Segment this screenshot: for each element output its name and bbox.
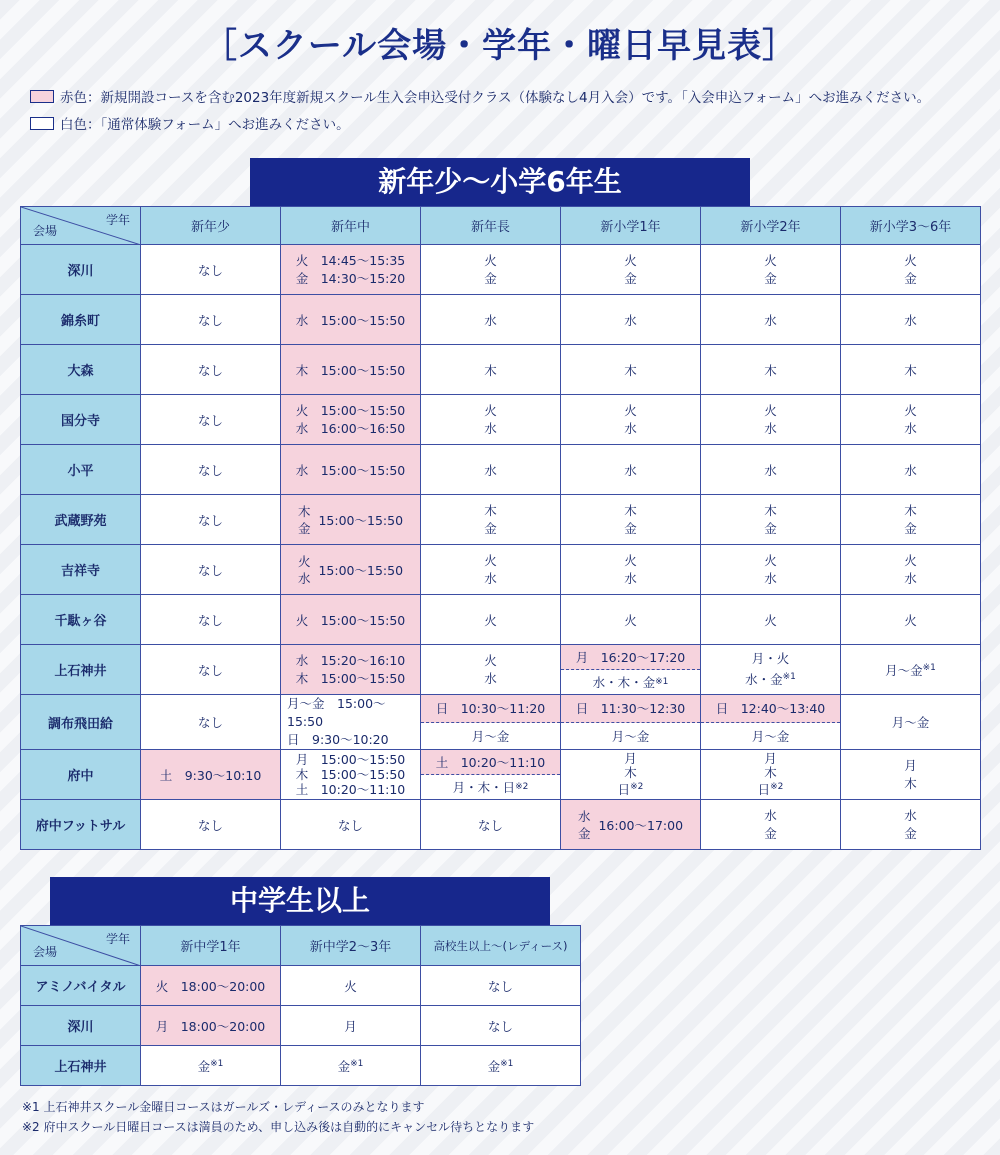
legend-pink xyxy=(30,86,930,106)
split-top: 日 12:40～13:40 xyxy=(701,695,840,723)
footnote-mark: ※2 xyxy=(515,782,529,792)
day-line: 金 xyxy=(904,520,917,536)
schedule-cell: 水 xyxy=(701,295,841,345)
white-swatch xyxy=(30,117,54,130)
time-line: 火 15:00～15:50 xyxy=(295,402,406,418)
schedule-cell xyxy=(841,645,981,695)
schedule-cell: 水 xyxy=(561,295,701,345)
day-line: 月 xyxy=(624,750,637,766)
day-line: 火 xyxy=(764,402,777,418)
venue-cell: 深川 xyxy=(21,245,141,295)
schedule-cell: 火 15:00～15:50 xyxy=(281,595,421,645)
venue-cell: 上石神井 xyxy=(21,1046,141,1086)
day-line: 日 xyxy=(757,782,771,798)
day-line: 木 xyxy=(904,775,917,791)
time-line: 火 14:45～15:35 xyxy=(295,252,406,268)
schedule-cell: 水 xyxy=(561,445,701,495)
split-bottom xyxy=(421,775,560,799)
schedule-cell: 火 xyxy=(841,595,981,645)
table-row xyxy=(21,695,981,750)
table-row xyxy=(21,395,981,445)
footnote-mark: ※1 xyxy=(922,662,936,673)
schedule-cell xyxy=(421,245,561,295)
grade-header: 新中学1年 xyxy=(141,926,281,966)
schedule-cell: 水 xyxy=(421,295,561,345)
day-line: 木 xyxy=(764,502,777,518)
split-top: 日 10:30～11:20 xyxy=(421,695,560,723)
elementary-schedule-table xyxy=(20,206,981,850)
schedule-cell: なし xyxy=(141,445,281,495)
schedule-cell: なし xyxy=(421,966,581,1006)
schedule-cell xyxy=(841,800,981,850)
table-row xyxy=(21,1046,581,1086)
schedule-cell xyxy=(561,395,701,445)
day-line: 水・木・金 xyxy=(592,675,656,690)
venue-cell: 調布飛田給 xyxy=(21,695,141,750)
day-line: 月 xyxy=(904,757,917,773)
schedule-cell: なし xyxy=(141,695,281,750)
day-line: 木 xyxy=(764,764,777,780)
schedule-cell xyxy=(281,1046,421,1086)
schedule-cell xyxy=(561,245,701,295)
day-line: 火 xyxy=(904,252,917,268)
day-line: 月～金 xyxy=(885,662,923,678)
schedule-cell: なし xyxy=(281,800,421,850)
schedule-cell: 土 9:30～10:10 xyxy=(141,750,281,800)
day-line: 火 xyxy=(904,552,917,568)
schedule-cell: なし xyxy=(141,495,281,545)
pink-swatch xyxy=(30,90,54,103)
time-line: 土 10:20～11:10 xyxy=(295,782,406,797)
schedule-cell: 火 18:00～20:00 xyxy=(141,966,281,1006)
schedule-cell xyxy=(281,695,421,750)
grade-header: 新年長 xyxy=(421,207,561,245)
time-line: 水 15:20～16:10 xyxy=(295,652,406,668)
time-line: 水 16:00～16:50 xyxy=(295,420,406,436)
schedule-cell: 水 xyxy=(841,445,981,495)
table-row xyxy=(21,1006,581,1046)
day-line: 火 xyxy=(764,252,777,268)
schedule-cell-split xyxy=(561,695,701,750)
schedule-cell: なし xyxy=(141,800,281,850)
day-line: 金 xyxy=(487,1058,501,1074)
day-line: 金 xyxy=(577,825,591,841)
split-bottom: 月～金 xyxy=(751,728,790,744)
venue-cell: 吉祥寺 xyxy=(21,545,141,595)
grade-header: 高校生以上～(レディース) xyxy=(421,926,581,966)
table-row xyxy=(21,445,981,495)
legend-pink-text: 赤色：新規開設コースを含む2023年度新規スクール生入会申込受付クラス（体験なし4月入会）です。「入会申込フォーム」へお進みください。 xyxy=(60,90,931,106)
day-line: 火 xyxy=(764,552,777,568)
schedule-cell: 水 15:00～15:50 xyxy=(281,295,421,345)
schedule-cell: 火 xyxy=(561,595,701,645)
footnote-mark: ※1 xyxy=(782,671,796,682)
footnote-2: ※2 府中スクール日曜日コースは満員のため、申し込み後は自動的にキャンセル待ちとなります xyxy=(22,1120,535,1134)
table-row xyxy=(21,645,981,695)
schedule-cell: 木 xyxy=(561,345,701,395)
grade-header: 新中学2～3年 xyxy=(281,926,421,966)
day-line: 水 xyxy=(904,570,917,586)
schedule-cell xyxy=(701,750,841,800)
venue-cell: 国分寺 xyxy=(21,395,141,445)
schedule-cell xyxy=(841,245,981,295)
time-line: 金 14:30～15:20 xyxy=(295,270,406,286)
corner-grade-label: 学年 xyxy=(105,213,130,227)
schedule-cell xyxy=(421,395,561,445)
schedule-cell: 火 xyxy=(701,595,841,645)
schedule-cell xyxy=(701,245,841,295)
day-line: 金 xyxy=(624,270,637,286)
venue-cell: 大森 xyxy=(21,345,141,395)
schedule-cell: 火 xyxy=(281,966,421,1006)
venue-cell: 小平 xyxy=(21,445,141,495)
day-line: 水 xyxy=(484,670,497,686)
schedule-cell xyxy=(841,495,981,545)
day-line: 水・金 xyxy=(745,672,783,688)
schedule-cell xyxy=(281,750,421,800)
day-line: 水 xyxy=(484,570,497,586)
table-row xyxy=(21,595,981,645)
schedule-cell-split xyxy=(421,695,561,750)
time-line: 日 9:30～10:20 xyxy=(287,732,389,747)
schedule-cell: なし xyxy=(141,645,281,695)
venue-cell: 錦糸町 xyxy=(21,295,141,345)
day-line: 水 xyxy=(904,807,917,823)
footnote-mark: ※2 xyxy=(770,781,784,792)
footnote-mark: ※1 xyxy=(210,1058,224,1069)
venue-cell: 府中 xyxy=(21,750,141,800)
venue-cell: 府中フットサル xyxy=(21,800,141,850)
grade-header: 新小学1年 xyxy=(561,207,701,245)
schedule-cell: なし xyxy=(141,345,281,395)
time-line: 木 15:00～15:50 xyxy=(295,767,406,782)
schedule-cell: 水 xyxy=(841,295,981,345)
day-line: 水 xyxy=(484,420,497,436)
schedule-cell-split xyxy=(421,750,561,800)
grade-header: 新年中 xyxy=(281,207,421,245)
time-line: 木 15:00～15:50 xyxy=(295,670,406,686)
day-line: 水 xyxy=(624,420,637,436)
day-line: 火 xyxy=(297,553,311,569)
day-line: 水 xyxy=(764,420,777,436)
venue-cell: 千駄ヶ谷 xyxy=(21,595,141,645)
day-line: 火 xyxy=(484,552,497,568)
schedule-cell: 火 xyxy=(421,595,561,645)
schedule-cell xyxy=(421,645,561,695)
day-line: 木 xyxy=(624,764,637,780)
table-row xyxy=(21,800,981,850)
day-line: 木 xyxy=(484,502,497,518)
table-row xyxy=(21,295,981,345)
schedule-cell xyxy=(561,495,701,545)
schedule-cell xyxy=(281,245,421,295)
schedule-cell xyxy=(421,1046,581,1086)
elementary-banner: 新年少～小学6年生 xyxy=(250,158,750,206)
day-line: 金 xyxy=(624,520,637,536)
day-line: 月・木・日 xyxy=(452,780,516,795)
time-line: 15:00～15:50 xyxy=(318,512,404,528)
grade-header: 新小学3～6年 xyxy=(841,207,981,245)
day-line: 金 xyxy=(197,1058,211,1074)
junior-schedule-table xyxy=(20,925,581,1086)
page-title: ［スクール会場・学年・曜日早見表］ xyxy=(202,26,798,66)
corner-venue-label: 会場 xyxy=(33,945,58,959)
schedule-cell: なし xyxy=(141,595,281,645)
table-row xyxy=(21,495,981,545)
grade-header: 新年少 xyxy=(141,207,281,245)
schedule-cell-split xyxy=(701,695,841,750)
schedule-cell xyxy=(281,645,421,695)
day-line: 水 xyxy=(297,570,311,586)
venue-cell: 上石神井 xyxy=(21,645,141,695)
schedule-cell xyxy=(561,750,701,800)
venue-cell: アミノバイタル xyxy=(21,966,141,1006)
footnote-mark: ※1 xyxy=(655,677,669,687)
day-line: 金 xyxy=(764,270,777,286)
day-line: 月 xyxy=(764,750,777,766)
legend-white xyxy=(30,113,350,133)
split-bottom xyxy=(561,670,700,694)
day-line: 火 xyxy=(624,552,637,568)
day-line: 火 xyxy=(624,252,637,268)
junior-banner: 中学生以上 xyxy=(50,877,550,925)
schedule-cell: 木 15:00～15:50 xyxy=(281,345,421,395)
day-line: 金 xyxy=(337,1058,351,1074)
schedule-cell xyxy=(841,750,981,800)
day-line: 水 xyxy=(577,808,591,824)
split-top: 月 16:20～17:20 xyxy=(561,645,700,670)
day-line: 水 xyxy=(764,807,777,823)
schedule-cell xyxy=(281,545,421,595)
schedule-cell xyxy=(281,395,421,445)
footnote-mark: ※2 xyxy=(630,781,644,792)
split-bottom: 月～金 xyxy=(611,728,650,744)
table-row xyxy=(21,545,981,595)
time-line: 15:00～15:50 xyxy=(318,562,404,578)
corner-venue-label: 会場 xyxy=(33,224,58,238)
day-line: 水 xyxy=(624,570,637,586)
day-line: 水 xyxy=(764,570,777,586)
day-line: 水 xyxy=(904,420,917,436)
footnote-mark: ※1 xyxy=(500,1058,514,1069)
schedule-cell: なし xyxy=(421,1006,581,1046)
table-row xyxy=(21,966,581,1006)
schedule-cell: 木 xyxy=(701,345,841,395)
schedule-cell-split xyxy=(561,645,701,695)
schedule-cell xyxy=(421,495,561,545)
split-bottom: 月～金 xyxy=(471,728,510,744)
schedule-cell: 月～金 xyxy=(841,695,981,750)
day-line: 木 xyxy=(297,503,311,519)
grade-header: 新小学2年 xyxy=(701,207,841,245)
table-row xyxy=(21,345,981,395)
day-line: 日 xyxy=(617,782,631,798)
corner-cell xyxy=(21,926,141,966)
time-line: 16:00～17:00 xyxy=(598,817,684,833)
schedule-cell xyxy=(281,495,421,545)
corner-cell xyxy=(21,207,141,245)
day-line: 金 xyxy=(764,825,777,841)
schedule-cell: 木 xyxy=(421,345,561,395)
legend-white-text: 白色：「通常体験フォーム」へお進みください。 xyxy=(60,117,350,133)
day-line: 金 xyxy=(484,520,497,536)
day-line: 月・火 xyxy=(751,650,790,666)
time-line: 月～金 15:00～15:50 xyxy=(287,696,386,729)
schedule-cell: なし xyxy=(141,295,281,345)
schedule-cell xyxy=(701,395,841,445)
schedule-cell xyxy=(701,495,841,545)
footnote-mark: ※1 xyxy=(350,1058,364,1069)
day-line: 金 xyxy=(297,520,311,536)
schedule-cell xyxy=(841,545,981,595)
schedule-cell xyxy=(701,645,841,695)
day-line: 金 xyxy=(484,270,497,286)
schedule-cell: 月 xyxy=(281,1006,421,1046)
day-line: 木 xyxy=(904,502,917,518)
day-line: 火 xyxy=(484,652,497,668)
schedule-cell xyxy=(421,545,561,595)
schedule-cell: 木 xyxy=(841,345,981,395)
schedule-cell xyxy=(561,800,701,850)
schedule-cell: 月 18:00～20:00 xyxy=(141,1006,281,1046)
schedule-cell: なし xyxy=(141,395,281,445)
split-top: 土 10:20～11:10 xyxy=(421,750,560,775)
venue-cell: 深川 xyxy=(21,1006,141,1046)
corner-grade-label: 学年 xyxy=(105,932,130,946)
day-line: 火 xyxy=(904,402,917,418)
day-line: 金 xyxy=(904,270,917,286)
day-line: 金 xyxy=(764,520,777,536)
split-top: 日 11:30～12:30 xyxy=(561,695,700,723)
elementary-header-row xyxy=(21,207,981,245)
venue-cell: 武蔵野苑 xyxy=(21,495,141,545)
day-line: 火 xyxy=(624,402,637,418)
schedule-cell: 水 xyxy=(701,445,841,495)
schedule-cell: なし xyxy=(421,800,561,850)
schedule-cell: 水 15:00～15:50 xyxy=(281,445,421,495)
time-line: 月 15:00～15:50 xyxy=(295,752,406,767)
day-line: 木 xyxy=(624,502,637,518)
day-line: 火 xyxy=(484,252,497,268)
schedule-cell xyxy=(701,800,841,850)
table-row xyxy=(21,750,981,800)
day-line: 金 xyxy=(904,825,917,841)
schedule-cell xyxy=(701,545,841,595)
schedule-cell: なし xyxy=(141,545,281,595)
schedule-cell: 水 xyxy=(421,445,561,495)
schedule-cell xyxy=(561,545,701,595)
table-row xyxy=(21,245,981,295)
junior-header-row xyxy=(21,926,581,966)
day-line: 火 xyxy=(484,402,497,418)
schedule-cell xyxy=(841,395,981,445)
footnote-1: ※1 上石神井スクール金曜日コースはガールズ・レディースのみとなります xyxy=(22,1100,425,1114)
schedule-cell xyxy=(141,1046,281,1086)
schedule-cell: なし xyxy=(141,245,281,295)
